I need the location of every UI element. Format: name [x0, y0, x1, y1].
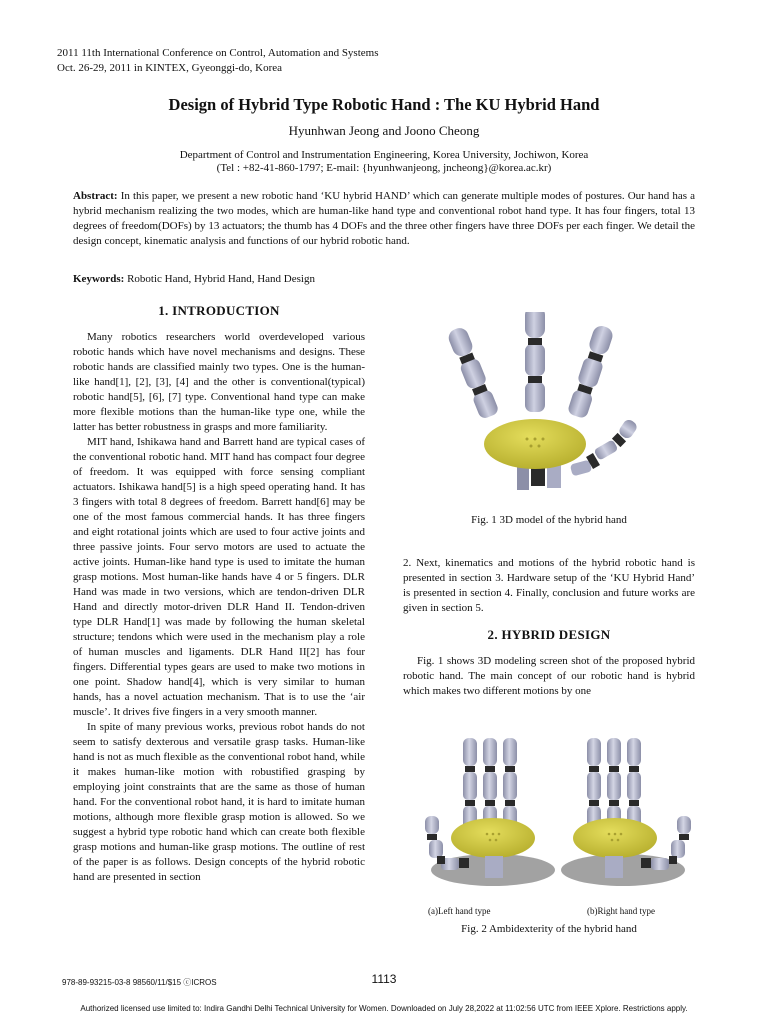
intro-paragraph-1: Many robotics researchers world overdeveloped various robotic hands which have novel mechanisms and designs. These robotic hands are classified mainly two types. One is the human-like hand[1], [2], [3], [4] and the other is conventional(typical) robotic hand[5], [6], [7] type. Conventional hand type can make more flexible motions than the human-like type one, while the latter has better robustness in grasps and more familiarity. [73, 331, 365, 433]
affiliation-line-1: Department of Control and Instrumentation Engineering, Korea University, Jochiwon, Korea [179, 149, 589, 161]
keywords-label: Keywords: [73, 273, 125, 285]
isbn-line: 978-89-93215-03-8 98560/11/$15 ⓒICROS [62, 978, 217, 987]
intro-paragraph-3: In spite of many previous works, previous robot hands do not seem to satisfy dexterous and versatile grasp tasks. Human-like hand is not as much flexible as the conventional robot hand, while it makes human-like motion with robustified grasping by employing joint constraints that are the same as those of human hand. For the conventional robot hand, it is hard to imitate human motions, although more flexible grasp motion is allowed. So we suggest a hybrid type robotic hand which can create both flexible grasp motions and human-like grasp motions. The outline of rest of the paper is as follows. Design concepts of the hybrid robotic hand are presented in section [73, 721, 365, 883]
keywords-text: Robotic Hand, Hybrid Hand, Hand Design [127, 273, 315, 285]
hybrid-design-paragraph: Fig. 1 shows 3D modeling screen shot of the proposed hybrid robotic hand. The main concept of our robotic hand is hybrid which makes two different motions by one [403, 655, 695, 697]
middle-finger [525, 312, 545, 412]
section-heading-hybrid-design: 2. HYBRID DESIGN [487, 627, 611, 642]
hybrid-design-body [403, 654, 695, 699]
abstract-text: In this paper, we present a new robotic hand ‘KU hybrid HAND’ which can generate multiple modes of postures. Our hand has a hybrid mechanism realizing the two modes, which are human-like hand type and conventional robot hand type. It has four fingers, total 13 degrees of freedom(DOFs) by 13 actuators; the thumb has 4 DOFs and the three other fingers have three DOFs per each finger. We detail the design concept, kinematic analysis and functions of our hybrid robotic hand. [73, 190, 695, 247]
affiliation [0, 149, 768, 175]
keywords [73, 272, 695, 287]
conference-line-2: Oct. 26-29, 2011 in KINTEX, Gyeonggi-do, Korea [57, 62, 283, 74]
paper-title: Design of Hybrid Type Robotic Hand : The KU Hybrid Hand [168, 95, 600, 114]
figure-2-ambidexterity [415, 730, 695, 902]
figure-1-hybrid-hand-3d-model [447, 312, 657, 498]
conference-line-1: 2011 11th International Conference on Control, Automation and Systems [57, 47, 379, 59]
index-finger [447, 325, 500, 420]
introduction-continuation: 2. Next, kinematics and motions of the hybrid robotic hand is presented in section 3. Hardware setup of the ‘KU Hybrid Hand’ is presented in section 4. Finally, conclusion and future works are given in section 5. [403, 557, 695, 614]
intro-paragraph-2: MIT hand, Ishikawa hand and Barrett hand are typical cases of the conventional robotic hand. MIT hand has compact four degree of freedom. It was equipped with force sensing compliant actuators. Ishikawa hand[5] is a high speed operating hand. It has 3 fingers with total 8 degrees of freedom. Barrett hand[6] may be one of the most famous commercial hands. It has three fingers and eight rotational joints which are used to four active joints and three passive joints. Four servo motors are used to actuate the active joints. Human-like hand type is used to imitate the human grasp motions. Most human-like hands have 4 or 5 fingers. DLR Hand was made in two versions, which are tendon-driven DLR Hand and directly motor-driven DLR Hand II. Tendon-driven type DLR Hand[1] was made by following the human skeletal structure; tendons which were used in the mechanism play a role of human muscles and ligaments. DLR Hand II[2] has four fingers. Differential types gears are used to make two motions in one point. Shadow hand[4], which is very similar to human hands, has a novel actuation mechanism. That is to use the ‘air muscle’. It drives five fingers in a very smooth manner. [73, 436, 365, 718]
abstract-label: Abstract: [73, 190, 118, 202]
figure-2-subcaption-b: (b)Right hand type [587, 906, 655, 916]
figure-2-subcaption-a: (a)Left hand type [428, 906, 491, 916]
license-notice: Authorized licensed use limited to: Indira Gandhi Delhi Technical University for Women. Downloaded on July 28,2022 at 11:02:56 UTC from IEEE Xplore. Restrictions apply. [80, 1004, 688, 1013]
palm [484, 419, 586, 469]
left-hand-type-model [425, 738, 555, 886]
right-hand-type-model [561, 738, 691, 886]
introduction-body [73, 330, 365, 885]
paper-authors: Hyunhwan Jeong and Joono Cheong [288, 123, 480, 138]
ring-finger [567, 324, 615, 420]
figure-2-caption: Fig. 2 Ambidexterity of the hybrid hand [461, 923, 637, 935]
figure-1-caption: Fig. 1 3D model of the hybrid hand [471, 514, 627, 526]
abstract [73, 189, 695, 249]
page-number: 1113 [371, 972, 397, 986]
conference-header [57, 46, 379, 76]
section-heading-introduction: 1. INTRODUCTION [158, 303, 280, 318]
affiliation-line-2: (Tel : +82-41-860-1797; E-mail: {hyunhwanjeong, jncheong}@korea.ac.kr) [216, 162, 552, 174]
